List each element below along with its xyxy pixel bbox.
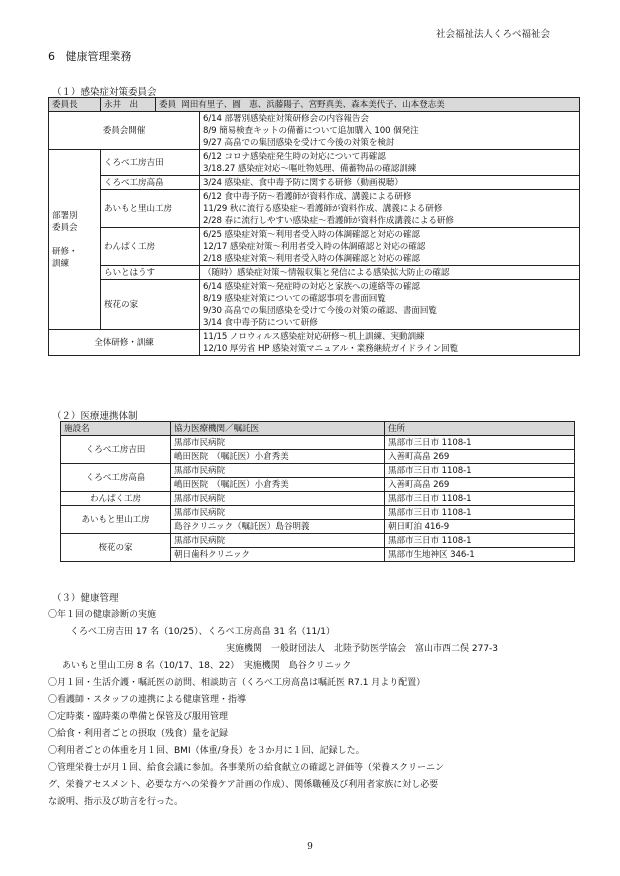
institution: 黒部市民病院 — [171, 436, 385, 450]
dept-item: 6/14 感染症対策～発症時の対応と家族への連絡等の確認 — [203, 281, 420, 292]
meetings-label: 委員会開催 — [49, 112, 200, 150]
dept-item: 3/18.27 感染症対応～嘔吐物処理、備蓄物品の確認訓練 — [203, 163, 417, 174]
facility-name: 桜花の家 — [61, 534, 171, 562]
health-line: 〇利用者ごとの体重を月１回、BMI（体重/身長）を３か月に１回、記録した。 — [48, 746, 365, 756]
committee-table — [48, 97, 580, 356]
facility-name: くろべ工房吉田 — [61, 436, 171, 464]
health-line: 〇定時薬・臨時薬の準備と保管及び服用管理 — [48, 712, 229, 722]
institution: 黒部市民病院 — [171, 534, 385, 548]
members-list: 岡田有里子、圓 恵、浜藤陽子、宮野真美、森本美代子、山本登志美 — [181, 99, 445, 110]
chair-label: 委員長 — [49, 98, 101, 112]
dept-items — [200, 228, 580, 266]
institution: 朝日歯科クリニック — [171, 548, 385, 562]
institution: 黒部市民病院 — [171, 492, 385, 506]
dept-name: わんぱく工房 — [101, 228, 200, 266]
health-line: な説明、指示及び助言を行った。 — [48, 797, 184, 807]
organization-name: 社会福祉法人くろべ福祉会 — [435, 29, 550, 40]
dept-label — [49, 150, 101, 330]
dept-item: 12/17 感染症対策～利用者受入時の体調確認と対応の確認 — [203, 241, 426, 252]
meeting-item: 6/14 部署別感染症対策研修会の内容報告会 — [203, 113, 369, 124]
address: 黒部市三日市 1108-1 — [385, 534, 575, 548]
header-facility: 施設名 — [61, 422, 171, 436]
dept-item: 9/30 高畠での集団感染を受けて今後の対策の確認、書面回覧 — [203, 305, 437, 316]
health-line: 〇管理栄養士が月１回、給食会議に参加。各事業所の給食献立の確認と評価等（栄養スクリーニン — [48, 763, 445, 773]
header-institution: 協力医療機関／嘱託医 — [171, 422, 385, 436]
dept-name: くろべ工房吉田 — [101, 150, 200, 176]
dept-name: あいもと里山工房 — [101, 190, 200, 228]
header-address: 住所 — [385, 422, 575, 436]
dept-label-line: 部署別 — [52, 210, 78, 221]
health-line: 〇給食・利用者ごとの摂取（残食）量を記録 — [48, 729, 229, 739]
meetings-cell — [200, 112, 580, 150]
all-training-items — [200, 330, 580, 356]
meeting-item: 9/27 高畠での集団感染を受けて今後の対策を検討 — [203, 137, 395, 148]
dept-name: らいとはうす — [101, 266, 200, 280]
facility-name: わんぱく工房 — [61, 492, 171, 506]
health-line: グ、栄養アセスメント、必要な方への栄養ケア計画の作成）、関係職種及び利用者家族に対し必要 — [48, 780, 439, 790]
address: 黒部市三日市 1108-1 — [385, 492, 575, 506]
facility-name: くろべ工房高畠 — [61, 464, 171, 492]
dept-item: 6/12 食中毒予防～看護師が資料作成、講義による研修 — [203, 191, 412, 202]
all-training-label: 全体研修・訓練 — [49, 330, 200, 356]
institution: 嶋田医院 （嘱託医）小倉秀美 — [171, 450, 385, 464]
dept-items — [200, 176, 580, 190]
dept-item: 2/28 春に流行しやすい感染症～看護師が資料作成講義による研修 — [203, 215, 454, 226]
dept-item: 6/12 コロナ感染症発生時の対応について再確認 — [203, 151, 386, 162]
institution: 黒部市民病院 — [171, 506, 385, 520]
health-management-list — [48, 607, 588, 811]
dept-item: 3/14 食中毒予防について研修 — [203, 317, 318, 328]
address: 入善町高畠 269 — [385, 450, 575, 464]
address: 入善町高畠 269 — [385, 478, 575, 492]
meeting-item: 8/9 簡易検査キットの備蓄について追加購入 100 個発注 — [203, 125, 419, 136]
dept-label-line: 委員会 — [52, 222, 78, 233]
dept-item: 11/29 秋に流行る感染症～看護師が資料作成、講義による研修 — [203, 203, 443, 214]
address: 朝日町泊 416-9 — [385, 520, 575, 534]
health-line: 〇月１回・生活介護・嘱託医の訪問、相談助言（くろべ工房高畠は嘱託医 R7.1 月より配置） — [48, 678, 426, 688]
dept-items — [200, 280, 580, 330]
health-line: 〇看護師・スタッフの連携による健康管理・指導 — [48, 695, 247, 705]
address: 黒部市三日市 1108-1 — [385, 506, 575, 520]
section-heading — [48, 48, 132, 64]
institution: 黒部市民病院 — [171, 464, 385, 478]
institution: 島谷クリニック（嘱託医）島谷明義 — [171, 520, 385, 534]
institution: 嶋田医院 （嘱託医）小倉秀美 — [171, 478, 385, 492]
address: 黒部市生地神区 346-1 — [385, 548, 575, 562]
dept-item: （随時）感染症対策～情報収集と発信による感染拡大防止の確認 — [203, 267, 450, 278]
medical-table — [60, 421, 575, 562]
subsection-title-medical: （２）医療連携体制 — [52, 411, 138, 422]
dept-item: 3/24 感染症、食中毒予防に関する研修（動画視聴） — [203, 177, 403, 188]
dept-items — [200, 150, 580, 176]
dept-label-line: 研修・ — [52, 246, 78, 257]
dept-name: 桜花の家 — [101, 280, 200, 330]
all-training-item: 12/10 厚労省 HP 感染対策マニュアル・業務継続ガイドライン回覧 — [203, 343, 459, 354]
section-title: 健康管理業務 — [65, 50, 132, 63]
members-label: 委員 — [159, 99, 176, 110]
dept-label-line: 訓練 — [52, 258, 69, 269]
dept-name: くろべ工房高畠 — [101, 176, 200, 190]
health-line: 実施機関 一般財団法人 北陸予防医学協会 富山市西二俣 277-3 — [226, 644, 499, 654]
health-line: あいもと里山工房 8 名（10/17、18、22） 実施機関 島谷クリニック — [62, 661, 352, 671]
dept-items — [200, 190, 580, 228]
address: 黒部市三日市 1108-1 — [385, 436, 575, 450]
health-line: くろべ工房吉田 17 名（10/25）、くろべ工房高畠 31 名（11/1） — [70, 627, 335, 637]
health-line: 〇年１回の健康診断の実施 — [48, 610, 157, 620]
section-number: 6 — [48, 50, 55, 63]
facility-name: あいもと里山工房 — [61, 506, 171, 534]
chair-name: 永井 出 — [101, 98, 156, 112]
dept-items — [200, 266, 580, 280]
page-number: 9 — [307, 842, 313, 852]
dept-item: 6/25 感染症対策～利用者受入時の体調確認と対応の確認 — [203, 229, 420, 240]
dept-item: 2/18 感染症対策～利用者受入時の体調確認と対応の確認 — [203, 253, 420, 264]
dept-label-line — [52, 234, 97, 246]
subsection-title-committee: （１）感染症対策委員会 — [52, 87, 157, 98]
address: 黒部市三日市 1108-1 — [385, 464, 575, 478]
subsection-title-health: （３）健康管理 — [52, 593, 119, 604]
members-cell — [156, 98, 580, 112]
dept-item: 8/19 感染症対策についての確認事項を書面回覧 — [203, 293, 386, 304]
all-training-item: 11/15 ノロウィルス感染症対応研修～机上訓練、実動訓練 — [203, 331, 425, 342]
